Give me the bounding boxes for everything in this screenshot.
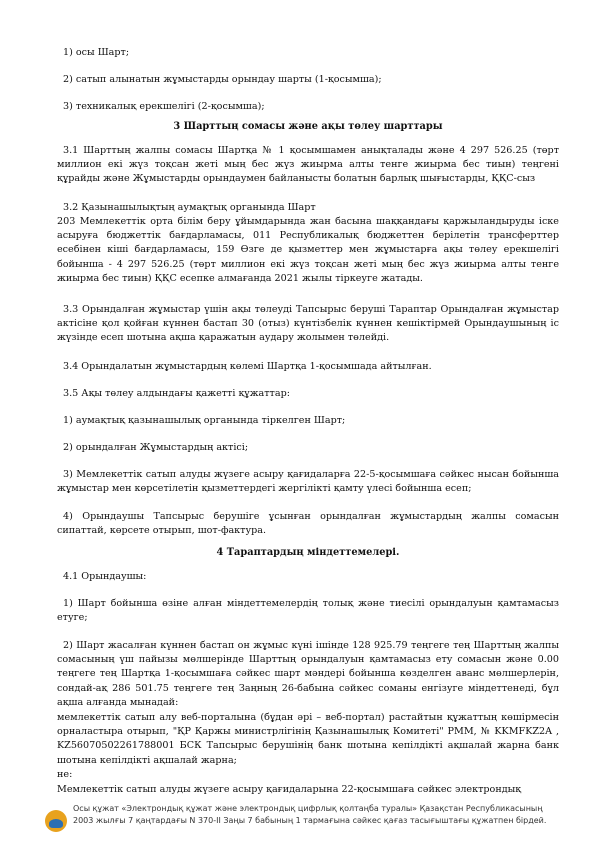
list-item-tech-spec: 3) техникалық ерекшелігі (2-қосымша);: [63, 101, 265, 112]
section-heading-4: 4 Тараптардың міндеттемелері.: [216, 547, 400, 558]
paragraph-4-1: 4.1 Орындаушы:: [63, 571, 147, 582]
section-heading-3: 3 Шарттың сомасы және ақы төлеу шарттары: [173, 121, 443, 132]
paragraph-3-5-1: 1) аумақтық қазынашылық органында тіркелген Шарт;: [63, 415, 346, 426]
paragraph-3-3: 3.3 Орындалған жұмыстар үшін ақы төлеуді Тапсырыс беруші Тараптар Орындалған жұмыстар актісіне қол қойған күннен бастап 30 (отыз) күнтізбелік күннен кешіктірмей Орындаушының іс жүзінде есеп шотына ақша қаражатын аудару жолымен төлейді.: [57, 304, 559, 344]
paragraph-3-1: 3.1 Шарттың жалпы сомасы Шартқа № 1 қосымшамен анықталады және 4 297 526.25 (төрт миллион екі жүз тоқсан жеті мың бес жүз жиырма алты тенге жиырма бес тиын) теңгені құрайды және Жұмыстарды орындаумен байланысты болатын барлық шығыстарды, ҚҚС-сыз: [57, 145, 559, 185]
paragraph-or: не:: [57, 769, 73, 780]
paragraph-4-1-2-cont: мемлекеттік сатып алу веб-порталына (бұдан әрі – веб-портал) растайтын құжаттың көшірмесін орналастыра отырып, "ҚР Қаржы министрлігінің Қазынашылық Комитеті" РММ, № KKMFKZ2A , KZ56070502261788001 БСК Тапсырыс берушінің банк шотына кепілдікті ақшалай жарна банк шотына кепілдікті ақшалай жарна;: [57, 712, 559, 766]
egov-seal-icon: [45, 810, 67, 832]
paragraph-3-2: 203 Мемлекеттік орта білім беру ұйымдарында жан басына шаққандағы қаржыландыруды іске асыруға бюджеттік бағдарламасы, 011 Республикалық бюджеттен берілетін трансферттер есебінен кіші бағдарламасы, 159 Өзге де қызметтер мен жұмыстарға ақы төлеу ерекшелігі бойынша - 4 297 526.25 (төрт миллион екі жүз тоқсан жеті мың бес жүз жиырма алты тенге жиырма бес тиын) ҚҚС есепке алмағанда 2021 жылы тіркеуге жатады.: [57, 216, 559, 284]
paragraph-3-2-intro: 3.2 Қазынашылықтың аумақтық органында Шарт: [63, 202, 316, 213]
paragraph-3-5-3: 3) Мемлекеттік сатып алуды жүзеге асыру қағидаларға 22-5-қосымшаға сәйкес нысан бойынша жұмыстар мен көрсетілетін қызметтердегі жергілікті қамту үлесі бойынша есеп;: [57, 469, 559, 495]
paragraph-cut-off: Мемлекеттік сатып алуды жүзеге асыру қағидаларына 22-қосымшаға сәйкес электрондық: [57, 784, 522, 795]
e-signature-footer: [45, 803, 565, 847]
list-item-contract: 1) осы Шарт;: [63, 47, 130, 58]
list-item-works-contract: 2) сатып алынатын жұмыстарды орындау шарты (1-қосымша);: [63, 74, 382, 85]
paragraph-3-5-2: 2) орындалған Жұмыстардың актісі;: [63, 442, 249, 453]
footer-legal-text: Осы құжат «Электрондық құжат және электрондық цифрлық қолтаңба туралы» Қазақстан Республикасының 2003 жылғы 7 қаңтардағы N 370-II Заңы 7 бабының 1 тармағына сәйкес қағаз тасығыштағы құжатпен бірдей.: [73, 804, 547, 825]
paragraph-3-4: 3.4 Орындалатын жұмыстардың көлемі Шартқа 1-қосымшада айтылған.: [63, 361, 432, 372]
paragraph-4-1-2: 2) Шарт жасалған күннен бастап он жұмыс күні ішінде 128 925.79 теңгеге тең Шарттың жалпы сомасының үш пайызы мөлшерінде Шарттың орындалуын қамтамасыз ету сомасын және 0.00 теңгеге тең Шартқа 1-қосымшаға сәйкес шарт мәндері бойынша көзделген аванс мөлшерлерін, сондай-ақ 286 501.75 теңгеге тең Заңның 26-бабына сәйкес соманы енгізуге міндеттенеді, бұл ақша алғанда мынадай:: [57, 640, 559, 708]
paragraph-3-5-4: 4) Орындаушы Тапсырыс берушіге ұсынған орындалған жұмыстардың жалпы сомасын сипаттай, көрсете отырып, шот-фактура.: [57, 511, 559, 537]
paragraph-4-1-1: 1) Шарт бойынша өзіне алған міндеттемелердің толық және тиесілі орындалуын қамтамасыз етуге;: [57, 598, 559, 624]
paragraph-3-5: 3.5 Ақы төлеу алдындағы қажетті құжаттар:: [63, 388, 290, 399]
